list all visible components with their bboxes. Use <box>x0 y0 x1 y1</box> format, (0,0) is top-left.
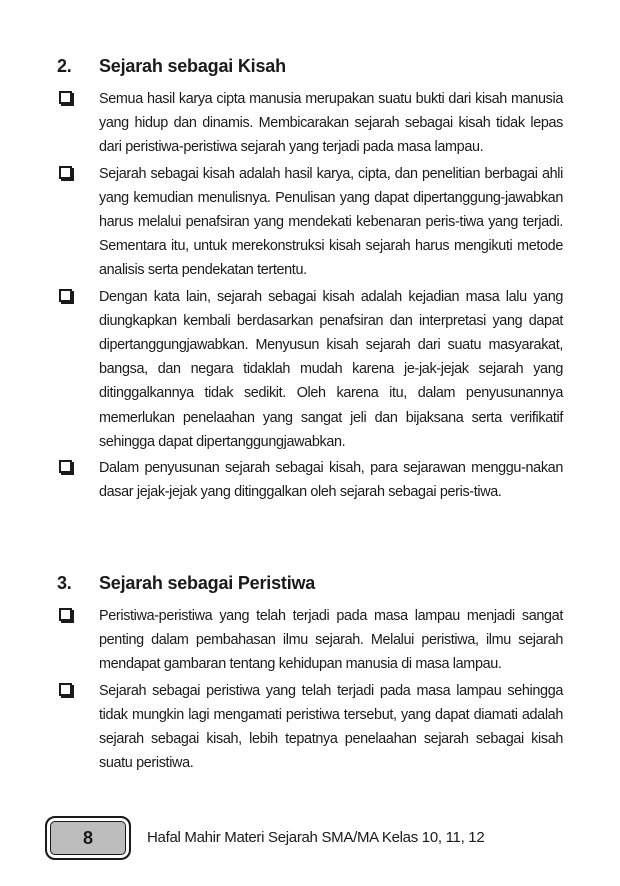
section-number: 3. <box>57 573 72 593</box>
checkbox-bullet-icon <box>59 289 72 302</box>
book-title: Hafal Mahir Materi Sejarah SMA/MA Kelas 10, 11, 12 <box>147 829 485 846</box>
list-item-text: Dengan kata lain, sejarah sebagai kisah adalah kejadian masa lalu yang diungkapkan kembali berdasarkan penafsiran dan interpretasi yang dapat dipertanggungjawabkan. Menyusun kisah sejarah dari suatu masyarakat, bangsa, dan negara tidaklah mudah karena je-jak-jejak sejarah yang ditinggalkannya tidak sedikit. Oleh karena itu, dalam penyusunannya memerlukan penelaahan yang sangat jeli dan bijaksana serta verifikatif sehingga dapat dipertanggungjawabkan. <box>99 288 563 450</box>
list-item <box>57 162 563 283</box>
list-item <box>57 604 563 677</box>
list-item-text: Sejarah sebagai peristiwa yang telah terjadi pada masa lampau sehingga tidak mungkin lagi mengamati peristiwa tersebut, yang dapat diamati adalah sejarah sebagai kisah, lebih tepatnya penelaahan sejarah sebagai kisah suatu peristiwa. <box>99 682 563 772</box>
section-title: Sejarah sebagai Peristiwa <box>99 573 316 593</box>
page-footer <box>45 816 565 860</box>
checkbox-bullet-icon <box>59 91 72 104</box>
section-heading <box>57 573 563 601</box>
list-item <box>57 285 563 454</box>
section-sejarah-sebagai-kisah <box>57 56 563 504</box>
section-number: 2. <box>57 56 72 76</box>
checkbox-bullet-icon <box>59 166 72 179</box>
section-heading <box>57 56 563 84</box>
list-item-text: Peristiwa-peristiwa yang telah terjadi pada masa lampau menjadi sangat penting dalam pembahasan ilmu sejarah. Melalui peristiwa, ilmu sejarah mendapat gambaran tentang kehidupan manusia di masa lampau. <box>99 608 563 673</box>
list-item-text: Sejarah sebagai kisah adalah hasil karya, cipta, dan penelitian berbagai ahli yang kemudian menulisnya. Penulisan yang dapat dipertanggung-jawabkan harus melalui penafsiran yang mendekati kebenaran peris-tiwa yang terjadi. Sementara itu, untuk merekonstruksi kisah sejarah harus mengikuti metode analisis serta pendekatan tertentu. <box>99 165 563 279</box>
page-number: 8 <box>82 828 93 848</box>
section-title: Sejarah sebagai Kisah <box>99 56 286 76</box>
section-sejarah-sebagai-peristiwa <box>57 573 563 775</box>
list-item-text: Semua hasil karya cipta manusia merupakan suatu bukti dari kisah manusia yang hidup dan dinamis. Membicarakan sejarah sebagai kisah tidak lepas dari peristiwa-peristiwa sejarah yang terjadi pada masa lampau. <box>99 91 563 156</box>
checkbox-bullet-icon <box>59 608 72 621</box>
list-item-text: Dalam penyusunan sejarah sebagai kisah, para sejarawan menggu-nakan dasar jejak-jejak yang ditinggalkan oleh sejarah sebagai peris-tiwa. <box>99 460 563 501</box>
list-item <box>57 679 563 776</box>
checkbox-bullet-icon <box>59 460 72 473</box>
checkbox-bullet-icon <box>59 683 72 696</box>
list-item <box>57 456 563 504</box>
list-item <box>57 87 563 160</box>
